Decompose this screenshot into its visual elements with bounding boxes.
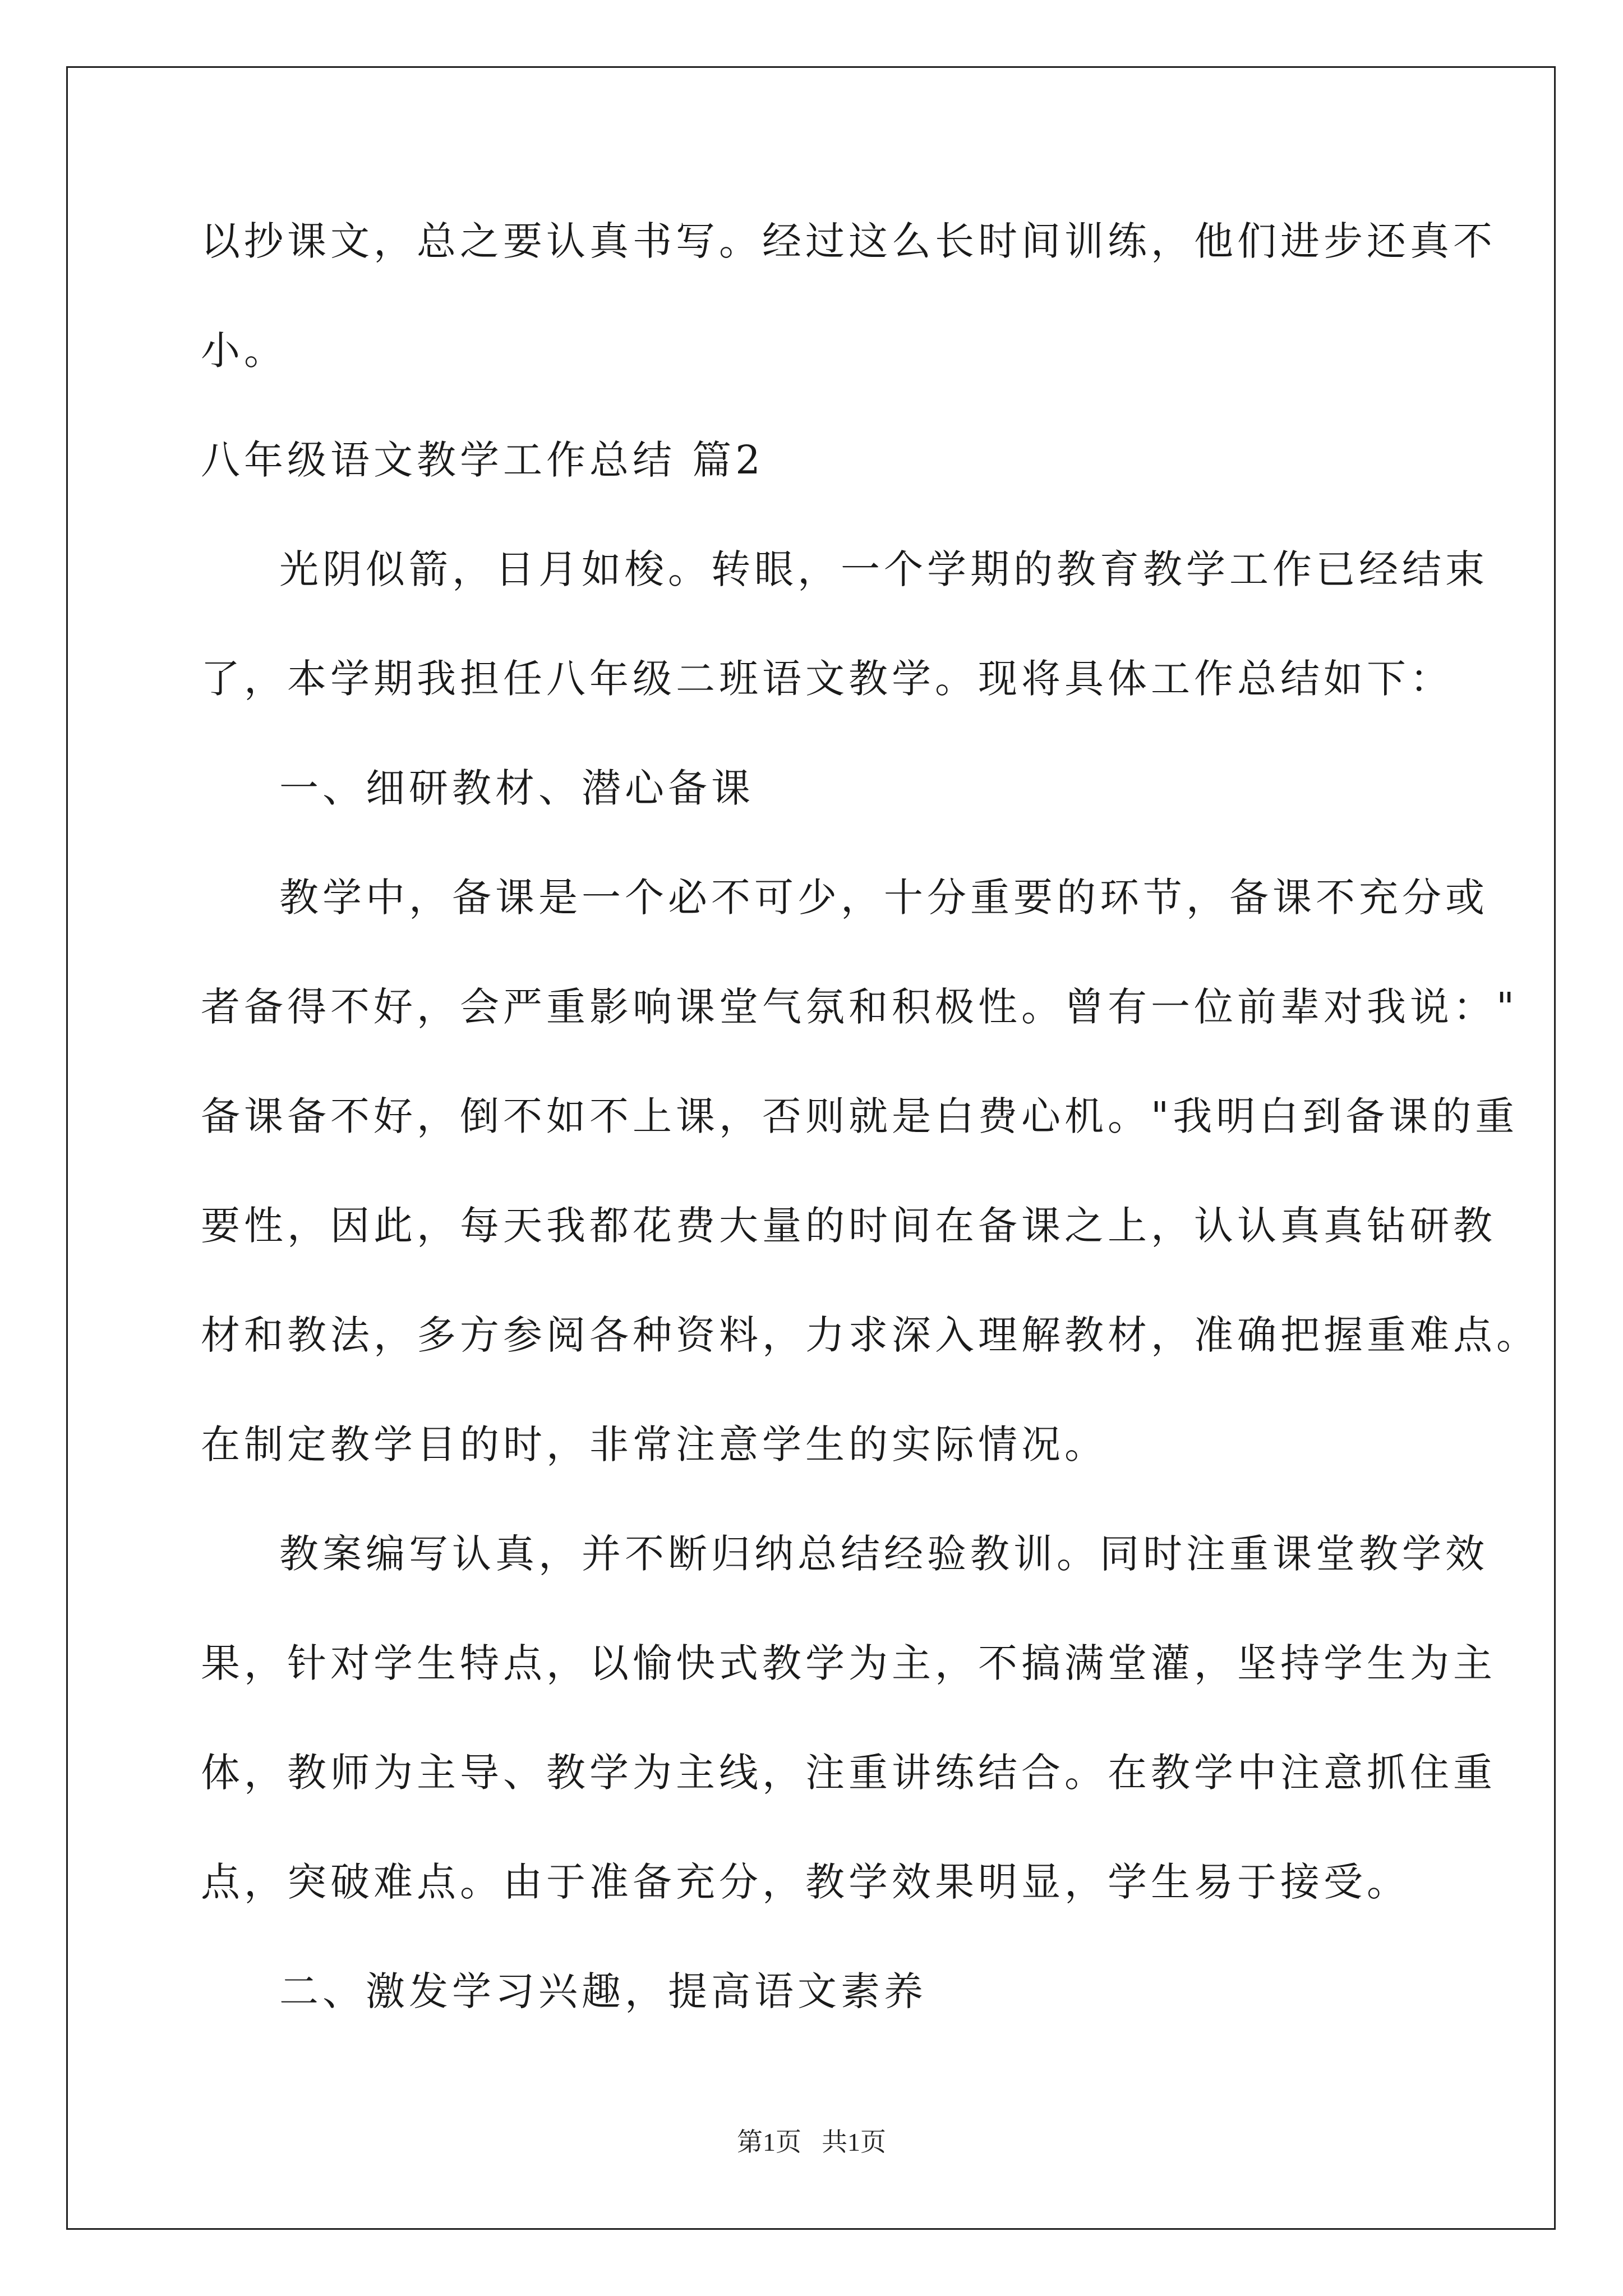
paragraph-line: 材和教法，多方参阅各种资料，力求深入理解教材，准确把握重难点。 [201, 1312, 1539, 1358]
paragraph-line: 小。 [201, 328, 287, 374]
subheading: 一、细研教材、潜心备课 [279, 765, 754, 811]
paragraph-line: 备课备不好，倒不如不上课，否则就是白费心机。"我明白到备课的重 [201, 1093, 1519, 1139]
page-footer [0, 2125, 1623, 2159]
paragraph-line: 体，教师为主导、教学为主线，注重讲练结合。在教学中注意抓住重 [201, 1750, 1496, 1796]
paragraph-line: 了，本学期我担任八年级二班语文教学。现将具体工作总结如下： [201, 656, 1453, 702]
paragraph-line: 果，针对学生特点，以愉快式教学为主，不搞满堂灌，坚持学生为主 [201, 1640, 1496, 1686]
paragraph-line: 以抄课文，总之要认真书写。经过这么长时间训练，他们进步还真不 [201, 218, 1496, 264]
paragraph-line: 教案编写认真，并不断归纳总结经验教训。同时注重课堂教学效 [279, 1531, 1488, 1577]
paragraph-line: 在制定教学目的时，非常注意学生的实际情况。 [201, 1421, 1108, 1467]
paragraph-line: 教学中，备课是一个必不可少，十分重要的环节，备课不充分或 [279, 875, 1488, 921]
paragraph-line: 要性，因此，每天我都花费大量的时间在备课之上，认认真真钻研教 [201, 1203, 1496, 1249]
paragraph-line: 点，突破难点。由于准备充分，教学效果明显，学生易于接受。 [201, 1859, 1410, 1905]
page-number: 第1页 [737, 2128, 801, 2156]
section-title: 八年级语文教学工作总结 篇2 [201, 437, 764, 483]
paragraph-line: 者备得不好，会严重影响课堂气氛和积极性。曾有一位前辈对我说：" [201, 984, 1519, 1030]
subheading: 二、激发学习兴趣，提高语文素养 [279, 1968, 927, 2014]
paragraph-line: 光阴似箭，日月如梭。转眼，一个学期的教育教学工作已经结束 [279, 546, 1488, 592]
page-total: 共1页 [822, 2128, 886, 2156]
